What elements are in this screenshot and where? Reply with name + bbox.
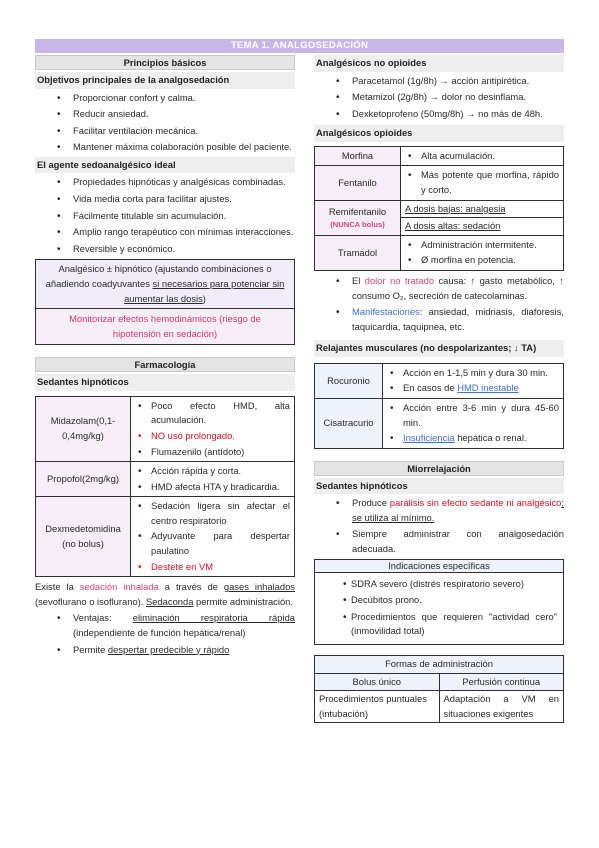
text-underlined: eliminación respiratoria rápida [132, 612, 295, 624]
paragraph-sedacion-inhalada [35, 580, 295, 609]
indicaciones-box-title: Indicaciones específicas [314, 559, 564, 573]
drug-warning: (NUNCA bolus) [330, 220, 385, 230]
table-cell: Procedimientos puntuales (intubación) [315, 691, 440, 723]
list-item: • Reversible y económico. [35, 242, 295, 257]
formas-table [314, 655, 564, 723]
drug-notes [131, 462, 295, 497]
list-item: • SDRA severo (distrés respiratorio severo) [321, 577, 557, 592]
text-highlight: parálisis sin efecto sedante ni analgésico [389, 497, 562, 509]
text-underlined: gases inhalados [223, 581, 295, 593]
text-highlight: dolor no tratado [364, 274, 435, 286]
text: Permite [73, 643, 108, 655]
table-cell: Adaptación a VM en situaciones exigentes [439, 691, 564, 723]
text: Ventajas: [73, 612, 133, 624]
list-item: • Destete en VM [135, 560, 290, 575]
list-item: • Fácilmente titulable sin acumulación. [35, 209, 295, 224]
text: Existe la [35, 581, 80, 593]
text: El [352, 274, 365, 286]
subheading-relajantes: Relajantes musculares (no despolarizantes; ↓ TA) [314, 340, 564, 357]
sedantes-table [35, 396, 295, 577]
list-item [314, 496, 564, 525]
section-heading-farmacologia: Farmacología [35, 357, 295, 372]
agente-list [35, 175, 295, 256]
subheading-agente: El agente sedoanalgésico ideal [35, 157, 295, 174]
note-box-analgesico [35, 259, 295, 309]
table-row [315, 363, 564, 398]
drug-name-text: Remifentanilo [328, 205, 387, 217]
subheading-opioides: Analgésicos opioides [314, 125, 564, 142]
list-item: • Reducir ansiedad. [35, 107, 295, 122]
table-row [36, 396, 295, 461]
drug-name-fentanilo: Fentanilo [315, 166, 401, 200]
list-item [314, 305, 564, 334]
text: hepática o renal. [454, 432, 527, 444]
text: causa: ↑ gasto metabólico, ↑ consumo O₂, secreción de catecolaminas. [352, 274, 564, 301]
right-column [314, 55, 564, 723]
list-item: • Dexketoprofeno (50mg/8h) → no más de 48h. [314, 107, 564, 122]
drug-name-rocuronio: Rocuronio [315, 363, 383, 398]
drug-notes [401, 166, 564, 200]
table-row [315, 691, 564, 723]
drug-notes [383, 363, 564, 398]
text-highlight: Insuficiencia [403, 432, 455, 444]
list-item: • Acción entre 3-6 min y dura 45-60 min. [387, 401, 559, 430]
table-row [315, 235, 564, 270]
indicaciones-list [321, 577, 557, 639]
list-item: • Alta acumulación. [405, 149, 559, 164]
miorrelajacion-list [314, 496, 564, 556]
column-header: Perfusión continua [439, 673, 564, 691]
text-underlined: A dosis altas: sedación [405, 220, 501, 232]
drug-notes [383, 398, 564, 448]
opioides-table [314, 146, 564, 271]
document-title: TEMA 1. ANALGOSEDACIÓN [35, 39, 564, 53]
section-heading-principios: Principios básicos [35, 55, 295, 70]
section-heading-miorrelajacion: Miorrelajación [314, 461, 564, 476]
table-row [36, 462, 295, 497]
list-item [387, 431, 559, 446]
text-underlined: ; se utiliza al mínimo. [352, 497, 564, 523]
drug-notes [401, 146, 564, 166]
list-item [314, 274, 564, 303]
note-text-underlined: si necesarios para potenciar sin aumentar las dosis [124, 277, 285, 304]
drug-notes [131, 396, 295, 461]
subheading-sedantes: Sedantes hipnóticos [35, 374, 295, 391]
list-item: • Metamizol (2g/8h) → dolor no desinflama. [314, 90, 564, 105]
note-box-monitorizar: Monitorizar efectos hemodinámicos (riesgo de hipotensión en sedación) [35, 309, 295, 345]
note-text: ) [202, 292, 206, 304]
drug-notes [401, 218, 564, 236]
list-item: • Siempre administrar con analgosedación adecuada. [314, 527, 564, 556]
drug-name-remifentanilo [315, 200, 401, 235]
left-column [35, 55, 295, 659]
table-row [315, 166, 564, 200]
no-opioides-list [314, 74, 564, 122]
inhalada-list [35, 611, 295, 657]
subheading-no-opioides: Analgésicos no opioides [314, 55, 564, 72]
list-item: • Acción rápida y corta. [135, 464, 290, 479]
list-item: • Decúbitos prono. [321, 593, 557, 608]
text: a través de [158, 581, 224, 593]
indicaciones-box [314, 573, 564, 645]
list-item [35, 643, 295, 658]
dolor-list [314, 274, 564, 334]
text-highlight: sedación inhalada [79, 581, 159, 593]
list-item: • Amplio rango terapéutico con mínimas interacciones. [35, 225, 295, 240]
list-item: • Sedación ligera sin afectar el centro respiratorio [135, 499, 290, 528]
text: Produce [352, 497, 390, 509]
text-underlined: A dosis bajas: analgesia [405, 202, 506, 214]
table-row [315, 398, 564, 448]
list-item: • Adyuvante para despertar paulatino [135, 529, 290, 558]
text: En casos de [403, 382, 458, 394]
subheading-objetivos: Objetivos principales de la analgosedación [35, 72, 295, 89]
text-highlight: Manifestaciones [352, 306, 420, 318]
drug-name-cisatracurio: Cisatracurio [315, 398, 383, 448]
text-underlined: despertar predecible y rápido [107, 643, 230, 655]
drug-notes [131, 497, 295, 577]
list-item: • Paracetamol (1g/8h) → acción antipirética. [314, 74, 564, 89]
table-row [315, 146, 564, 166]
list-item: • Mantener máxima colaboración posible del paciente. [35, 140, 295, 155]
table-row [315, 200, 564, 218]
list-item: • Flumazenilo (antídoto) [135, 445, 290, 460]
list-item: • Acción en 1-1,5 min y dura 30 min. [387, 366, 559, 381]
text: : ansiedad, midriasis, diaforesis, taquicardia, taquipnea, etc. [352, 306, 564, 332]
drug-name-tramadol: Tramadol [315, 235, 401, 270]
drug-name-midazolam: Midazolam(0,1-0,4mg/kg) [36, 396, 131, 461]
list-item: • Poco efecto HMD, alta acumulación. [135, 399, 290, 428]
text-underlined: Sedaconda [146, 595, 194, 607]
list-item [35, 611, 295, 640]
list-item: • Procedimientos que requieren "actividad cero" (inmovilidad total) [321, 610, 557, 639]
list-item: • Vida media corta para facilitar ajustes. [35, 192, 295, 207]
drug-name-dexmedetomidina: Dexmedetomidina (no bolus) [36, 497, 131, 577]
note-text: Analgésico ± hipnótico (ajustando combinaciones o añadiendo coadyuvantes [45, 263, 272, 289]
list-item: • Administración intermitente. [405, 238, 559, 253]
drug-notes [401, 235, 564, 270]
list-item: • Más potente que morfina, rápido y corto. [405, 168, 559, 197]
list-item: • Facilitar ventilación mecánica. [35, 124, 295, 139]
text: (independiente de función hepática/renal) [73, 626, 246, 638]
text: permite administración. [193, 595, 293, 607]
formas-title: Formas de administración [315, 655, 564, 673]
objetivos-list [35, 91, 295, 155]
subheading-sedantes-mio: Sedantes hipnóticos [314, 478, 564, 495]
drug-notes [401, 200, 564, 218]
table-row [315, 655, 564, 673]
drug-name-propofol: Propofol(2mg/kg) [36, 462, 131, 497]
text: (sevoflurano o isoflurano). [35, 595, 146, 607]
table-row [315, 673, 564, 691]
list-item: • Ø morfina en potencia. [405, 253, 559, 268]
list-item: • Propiedades hipnóticas y analgésicas combinadas. [35, 175, 295, 190]
list-item: • NO uso prolongado. [135, 429, 290, 444]
list-item: • HMD afecta HTA y bradicardia. [135, 480, 290, 495]
table-row [36, 497, 295, 577]
relajantes-table [314, 363, 564, 449]
column-header: Bolus único [315, 673, 440, 691]
text-highlight: HMD inestable [457, 382, 519, 394]
list-item: • Proporcionar confort y calma. [35, 91, 295, 106]
list-item [387, 381, 559, 396]
drug-name-morfina: Morfina [315, 146, 401, 166]
